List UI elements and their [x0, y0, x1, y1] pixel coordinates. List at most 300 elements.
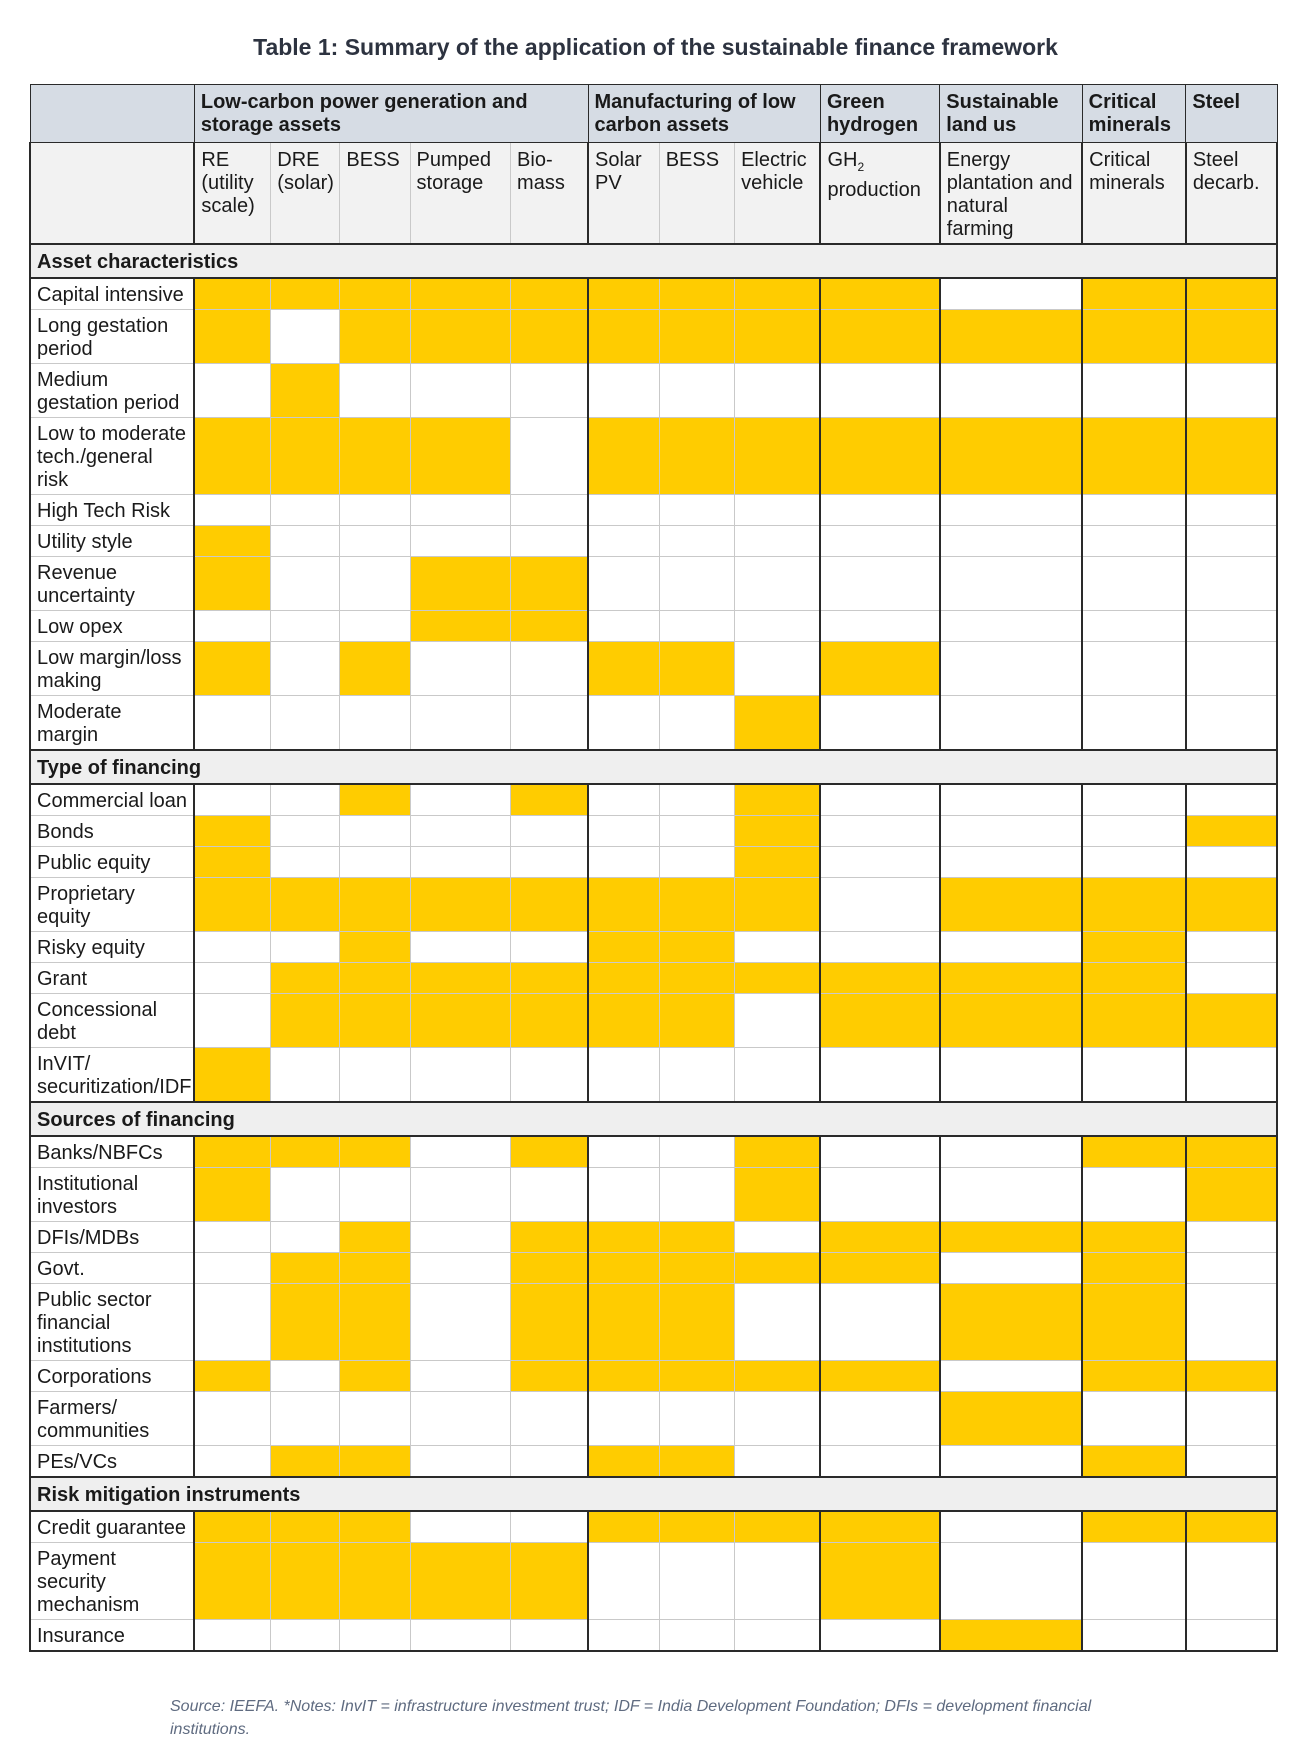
row-label: Farmers/ communities — [30, 1392, 194, 1446]
row-label: Low to moderate tech./general risk — [30, 418, 194, 495]
cell-applicable — [735, 1361, 821, 1392]
cell-empty — [588, 526, 659, 557]
cell-applicable — [735, 816, 821, 847]
cell-applicable — [271, 1253, 340, 1284]
cell-empty — [940, 278, 1082, 310]
cell-applicable — [511, 1284, 588, 1361]
cell-applicable — [194, 1048, 270, 1103]
cell-empty — [410, 1284, 511, 1361]
cell-applicable — [340, 1284, 410, 1361]
cell-applicable — [659, 994, 734, 1048]
cell-applicable — [1082, 878, 1186, 932]
row-label: Bonds — [30, 816, 194, 847]
cell-empty — [1082, 495, 1186, 526]
row-label: Institutional investors — [30, 1168, 194, 1222]
cell-empty — [511, 1168, 588, 1222]
cell-empty — [940, 1048, 1082, 1103]
row-label: Low opex — [30, 611, 194, 642]
cell-empty — [511, 1446, 588, 1478]
cell-applicable — [940, 994, 1082, 1048]
cell-empty — [588, 1136, 659, 1168]
cell-empty — [271, 847, 340, 878]
source-note: Source: IEEFA. *Notes: InvIT = infrastructure investment trust; IDF = India Development Foundation; DFIs = development financial institutions. — [170, 1698, 1092, 1738]
cell-applicable — [735, 1136, 821, 1168]
row-label: Insurance — [30, 1620, 194, 1652]
cell-empty — [1186, 364, 1277, 418]
cell-empty — [410, 1511, 511, 1543]
cell-empty — [410, 1168, 511, 1222]
cell-applicable — [1082, 994, 1186, 1048]
cell-empty — [511, 495, 588, 526]
cell-empty — [410, 642, 511, 696]
cell-applicable — [1186, 816, 1277, 847]
cell-applicable — [659, 1511, 734, 1543]
row-label: Corporations — [30, 1361, 194, 1392]
cell-empty — [820, 611, 939, 642]
cell-applicable — [271, 994, 340, 1048]
cell-empty — [1186, 557, 1277, 611]
cell-empty — [410, 784, 511, 816]
cell-applicable — [588, 963, 659, 994]
cell-applicable — [340, 932, 410, 963]
cell-applicable — [1082, 1222, 1186, 1253]
cell-empty — [1186, 1284, 1277, 1361]
corner-cell-sub — [30, 143, 194, 245]
cell-empty — [820, 1620, 939, 1652]
table-row — [30, 526, 1277, 557]
cell-applicable — [1082, 1284, 1186, 1361]
cell-empty — [659, 847, 734, 878]
cell-empty — [735, 611, 821, 642]
cell-empty — [1082, 526, 1186, 557]
cell-applicable — [194, 1543, 270, 1620]
cell-applicable — [940, 310, 1082, 364]
cell-applicable — [1082, 1361, 1186, 1392]
cell-applicable — [410, 278, 511, 310]
cell-applicable — [194, 642, 270, 696]
row-label: Payment security mechanism — [30, 1543, 194, 1620]
cell-empty — [1082, 1543, 1186, 1620]
cell-empty — [735, 557, 821, 611]
cell-applicable — [588, 418, 659, 495]
cell-applicable — [735, 418, 821, 495]
cell-applicable — [511, 784, 588, 816]
column-header: RE (utility scale) — [194, 143, 270, 245]
cell-applicable — [659, 278, 734, 310]
cell-applicable — [588, 1253, 659, 1284]
column-header: Steel decarb. — [1186, 143, 1277, 245]
table-row — [30, 1284, 1277, 1361]
table-row — [30, 994, 1277, 1048]
section-row — [30, 750, 1277, 784]
column-header: Energy plantation and natural farming — [940, 143, 1082, 245]
cell-empty — [340, 1168, 410, 1222]
cell-applicable — [659, 963, 734, 994]
cell-applicable — [820, 994, 939, 1048]
cell-empty — [735, 1284, 821, 1361]
cell-applicable — [735, 1511, 821, 1543]
cell-empty — [271, 816, 340, 847]
cell-applicable — [588, 878, 659, 932]
cell-empty — [340, 557, 410, 611]
cell-applicable — [271, 963, 340, 994]
cell-empty — [410, 932, 511, 963]
table-row — [30, 1253, 1277, 1284]
cell-empty — [194, 963, 270, 994]
table-row — [30, 963, 1277, 994]
cell-applicable — [410, 878, 511, 932]
cell-empty — [659, 816, 734, 847]
cell-empty — [735, 526, 821, 557]
cell-applicable — [588, 1361, 659, 1392]
cell-empty — [820, 1136, 939, 1168]
group-header: Steel — [1186, 85, 1277, 143]
cell-empty — [194, 1446, 270, 1478]
group-header-row — [30, 85, 1277, 143]
row-label: Credit guarantee — [30, 1511, 194, 1543]
cell-empty — [940, 816, 1082, 847]
row-label: High Tech Risk — [30, 495, 194, 526]
cell-applicable — [194, 310, 270, 364]
cell-applicable — [511, 310, 588, 364]
cell-applicable — [511, 1222, 588, 1253]
table-row — [30, 495, 1277, 526]
cell-empty — [659, 1620, 734, 1652]
row-label: Public equity — [30, 847, 194, 878]
cell-applicable — [1082, 278, 1186, 310]
cell-applicable — [194, 1361, 270, 1392]
cell-empty — [1082, 816, 1186, 847]
cell-applicable — [659, 642, 734, 696]
cell-applicable — [659, 878, 734, 932]
row-label: Public sector financial institutions — [30, 1284, 194, 1361]
cell-applicable — [511, 1361, 588, 1392]
cell-empty — [735, 1543, 821, 1620]
cell-empty — [511, 1620, 588, 1652]
cell-applicable — [588, 1222, 659, 1253]
cell-applicable — [588, 1511, 659, 1543]
cell-applicable — [940, 1222, 1082, 1253]
cell-applicable — [1186, 1361, 1277, 1392]
cell-applicable — [735, 696, 821, 751]
cell-applicable — [1186, 1168, 1277, 1222]
cell-empty — [588, 1620, 659, 1652]
cell-applicable — [735, 847, 821, 878]
row-label: Capital intensive — [30, 278, 194, 310]
cell-empty — [271, 557, 340, 611]
cell-applicable — [511, 611, 588, 642]
table-row — [30, 557, 1277, 611]
cell-empty — [410, 1136, 511, 1168]
cell-empty — [659, 1392, 734, 1446]
cell-applicable — [820, 310, 939, 364]
table-row — [30, 847, 1277, 878]
cell-applicable — [735, 1253, 821, 1284]
cell-applicable — [340, 1511, 410, 1543]
cell-applicable — [820, 278, 939, 310]
cell-applicable — [735, 878, 821, 932]
cell-empty — [820, 1284, 939, 1361]
cell-empty — [940, 1446, 1082, 1478]
cell-applicable — [588, 278, 659, 310]
cell-applicable — [340, 278, 410, 310]
cell-applicable — [659, 1284, 734, 1361]
row-label: Grant — [30, 963, 194, 994]
cell-applicable — [340, 1361, 410, 1392]
table-title: Table 1: Summary of the application of the sustainable finance framework — [253, 34, 1058, 60]
cell-empty — [659, 1543, 734, 1620]
cell-applicable — [1082, 1446, 1186, 1478]
cell-empty — [1082, 1168, 1186, 1222]
row-label: Revenue uncertainty — [30, 557, 194, 611]
cell-applicable — [511, 1543, 588, 1620]
cell-empty — [820, 816, 939, 847]
column-header: BESS — [659, 143, 734, 245]
cell-empty — [940, 526, 1082, 557]
cell-applicable — [511, 963, 588, 994]
column-header: Bio- mass — [511, 143, 588, 245]
cell-empty — [940, 1168, 1082, 1222]
summary-table — [29, 84, 1278, 1652]
column-header: Electric vehicle — [735, 143, 821, 245]
cell-empty — [340, 816, 410, 847]
cell-empty — [659, 495, 734, 526]
cell-empty — [940, 1511, 1082, 1543]
cell-empty — [735, 1620, 821, 1652]
cell-applicable — [820, 418, 939, 495]
cell-applicable — [271, 1511, 340, 1543]
cell-empty — [820, 847, 939, 878]
cell-applicable — [271, 1284, 340, 1361]
cell-empty — [271, 310, 340, 364]
row-label: DFIs/MDBs — [30, 1222, 194, 1253]
cell-empty — [511, 696, 588, 751]
row-label: Proprietary equity — [30, 878, 194, 932]
cell-empty — [588, 1168, 659, 1222]
section-title: Type of financing — [30, 750, 1277, 784]
cell-empty — [410, 1446, 511, 1478]
cell-empty — [735, 1222, 821, 1253]
cell-empty — [194, 1620, 270, 1652]
cell-empty — [820, 932, 939, 963]
cell-applicable — [271, 878, 340, 932]
column-header: Critical minerals — [1082, 143, 1186, 245]
cell-applicable — [735, 278, 821, 310]
cell-empty — [271, 1222, 340, 1253]
cell-applicable — [1186, 1511, 1277, 1543]
cell-applicable — [1186, 878, 1277, 932]
table-row — [30, 1048, 1277, 1103]
cell-empty — [340, 495, 410, 526]
cell-applicable — [340, 310, 410, 364]
row-label: Banks/NBFCs — [30, 1136, 194, 1168]
cell-empty — [271, 784, 340, 816]
column-header: DRE (solar) — [271, 143, 340, 245]
cell-empty — [271, 1361, 340, 1392]
cell-empty — [940, 696, 1082, 751]
cell-applicable — [659, 1361, 734, 1392]
cell-empty — [735, 1048, 821, 1103]
cell-empty — [340, 364, 410, 418]
cell-applicable — [940, 963, 1082, 994]
cell-applicable — [410, 994, 511, 1048]
table-row — [30, 1511, 1277, 1543]
cell-empty — [940, 1361, 1082, 1392]
cell-applicable — [735, 784, 821, 816]
table-row — [30, 1136, 1277, 1168]
cell-applicable — [194, 847, 270, 878]
cell-empty — [735, 932, 821, 963]
cell-empty — [588, 364, 659, 418]
cell-applicable — [410, 1543, 511, 1620]
cell-empty — [940, 1253, 1082, 1284]
cell-applicable — [271, 1543, 340, 1620]
cell-applicable — [659, 1222, 734, 1253]
cell-empty — [820, 1168, 939, 1222]
cell-empty — [194, 364, 270, 418]
cell-empty — [410, 816, 511, 847]
row-label: Risky equity — [30, 932, 194, 963]
cell-empty — [1186, 1620, 1277, 1652]
cell-empty — [659, 784, 734, 816]
cell-applicable — [340, 1222, 410, 1253]
cell-applicable — [340, 963, 410, 994]
cell-empty — [588, 495, 659, 526]
table-row — [30, 611, 1277, 642]
cell-applicable — [1186, 418, 1277, 495]
cell-empty — [588, 1048, 659, 1103]
cell-applicable — [1082, 418, 1186, 495]
cell-applicable — [588, 1284, 659, 1361]
cell-applicable — [194, 278, 270, 310]
cell-applicable — [340, 994, 410, 1048]
cell-empty — [820, 364, 939, 418]
cell-empty — [659, 557, 734, 611]
cell-applicable — [194, 1136, 270, 1168]
group-header: Sustainable land us — [940, 85, 1082, 143]
row-label: Low margin/loss making — [30, 642, 194, 696]
cell-empty — [659, 1048, 734, 1103]
cell-empty — [1082, 611, 1186, 642]
table-row — [30, 1222, 1277, 1253]
table-row — [30, 1543, 1277, 1620]
cell-empty — [511, 364, 588, 418]
cell-applicable — [511, 557, 588, 611]
cell-applicable — [1082, 1511, 1186, 1543]
section-row — [30, 1477, 1277, 1511]
cell-applicable — [271, 364, 340, 418]
cell-applicable — [820, 963, 939, 994]
row-label: Govt. — [30, 1253, 194, 1284]
cell-applicable — [588, 1446, 659, 1478]
cell-empty — [511, 1511, 588, 1543]
cell-empty — [340, 611, 410, 642]
cell-empty — [1186, 1446, 1277, 1478]
cell-empty — [410, 1222, 511, 1253]
cell-empty — [659, 1136, 734, 1168]
cell-applicable — [1186, 278, 1277, 310]
cell-empty — [588, 696, 659, 751]
cell-empty — [588, 1392, 659, 1446]
section-title: Asset characteristics — [30, 244, 1277, 278]
cell-empty — [588, 784, 659, 816]
row-label: Moderate margin — [30, 696, 194, 751]
cell-applicable — [271, 1136, 340, 1168]
cell-empty — [340, 1392, 410, 1446]
cell-empty — [410, 526, 511, 557]
group-header: Green hydrogen — [820, 85, 939, 143]
cell-empty — [271, 1048, 340, 1103]
cell-empty — [940, 847, 1082, 878]
cell-empty — [940, 932, 1082, 963]
cell-empty — [1186, 1253, 1277, 1284]
cell-empty — [1082, 784, 1186, 816]
cell-applicable — [194, 1511, 270, 1543]
cell-applicable — [340, 1253, 410, 1284]
cell-applicable — [1186, 994, 1277, 1048]
cell-applicable — [659, 1446, 734, 1478]
table-row — [30, 816, 1277, 847]
table-row — [30, 932, 1277, 963]
cell-empty — [735, 1392, 821, 1446]
cell-applicable — [194, 557, 270, 611]
table-row — [30, 418, 1277, 495]
cell-empty — [820, 1446, 939, 1478]
cell-applicable — [340, 1446, 410, 1478]
cell-applicable — [340, 1543, 410, 1620]
cell-applicable — [340, 784, 410, 816]
cell-empty — [511, 847, 588, 878]
cell-empty — [271, 1392, 340, 1446]
cell-empty — [271, 611, 340, 642]
cell-empty — [1186, 1222, 1277, 1253]
table-row — [30, 1361, 1277, 1392]
section-title: Risk mitigation instruments — [30, 1477, 1277, 1511]
section-row — [30, 1102, 1277, 1136]
cell-empty — [940, 1136, 1082, 1168]
cell-applicable — [1082, 1136, 1186, 1168]
cell-applicable — [735, 963, 821, 994]
cell-applicable — [194, 1168, 270, 1222]
table-row — [30, 642, 1277, 696]
cell-empty — [194, 696, 270, 751]
cell-applicable — [194, 816, 270, 847]
row-label: PEs/VCs — [30, 1446, 194, 1478]
cell-empty — [1082, 1048, 1186, 1103]
cell-empty — [588, 557, 659, 611]
column-header: Pumped storage — [410, 143, 511, 245]
cell-empty — [940, 557, 1082, 611]
cell-empty — [194, 1392, 270, 1446]
cell-applicable — [340, 642, 410, 696]
cell-empty — [659, 364, 734, 418]
cell-empty — [340, 847, 410, 878]
cell-empty — [588, 1543, 659, 1620]
cell-empty — [588, 611, 659, 642]
group-header: Manufacturing of low carbon assets — [588, 85, 820, 143]
cell-applicable — [820, 1361, 939, 1392]
row-label: Concessional debt — [30, 994, 194, 1048]
cell-empty — [1186, 1048, 1277, 1103]
cell-empty — [340, 1048, 410, 1103]
cell-empty — [271, 932, 340, 963]
cell-empty — [511, 1392, 588, 1446]
cell-applicable — [194, 526, 270, 557]
cell-empty — [1082, 364, 1186, 418]
cell-applicable — [735, 1168, 821, 1222]
cell-empty — [1082, 1620, 1186, 1652]
cell-empty — [1186, 847, 1277, 878]
